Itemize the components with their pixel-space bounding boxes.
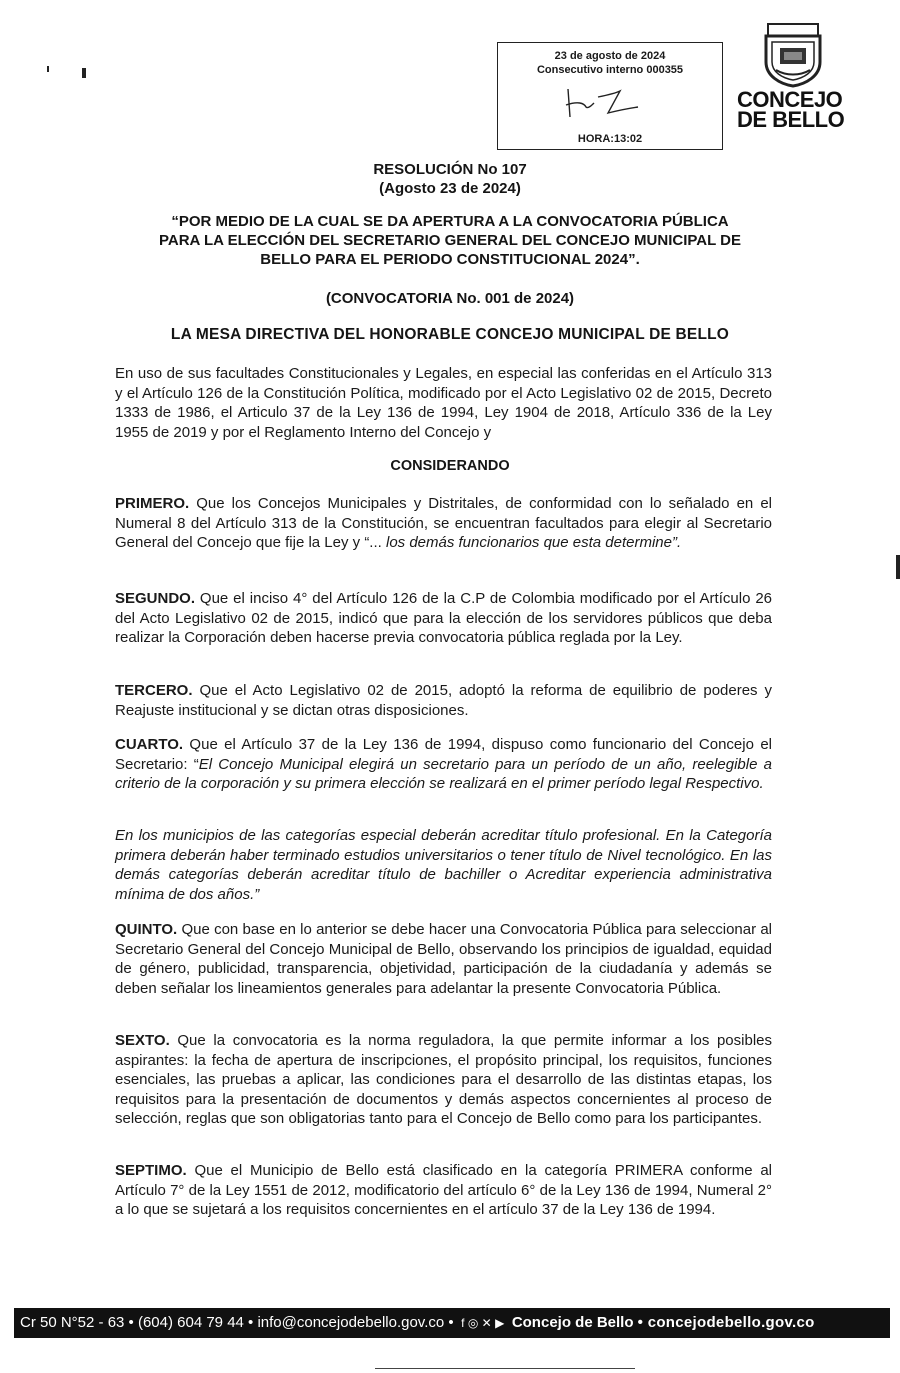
clause-tercero: [115, 681, 772, 720]
clause-text: Que el inciso 4° del Artículo 126 de la C.P de Colombia modificado por el Artículo 26 del Acto Legislativo 02 de 2015, indicó que para la elección de los servidores públicos que deba realizar la Corporación deben hacerse previa convocatoria pública reglada por la Ley.: [115, 590, 772, 647]
resolution-title-line: “POR MEDIO DE LA CUAL SE DA APERTURA A LA CONVOCATORIA PÚBLICA: [171, 213, 729, 230]
logo-line-1: CONCEJO: [737, 87, 843, 112]
stamp-date: 23 de agosto de 2024: [554, 50, 666, 62]
clause-text: Que la convocatoria es la norma reguladora, la que permite informar a los posibles aspirantes: la fecha de apertura de inscripciones, el propósito principal, los requisitos, funciones esenciales, las pruebas a aplicar, las condiciones para el desarrollo de las distintas etapas, los requisitos para la presentación de documentos y demás aspectos concernientes al proceso de selección, reglas que son obligatorias tanto para el Concejo de Bello como para los participantes.: [115, 1032, 772, 1128]
x-icon: ✕: [481, 1316, 492, 1330]
stamp-consecutive: Consecutivo interno 000355: [536, 64, 684, 76]
clause-segundo: [115, 589, 772, 648]
stamp-time: HORA:13:02: [577, 133, 643, 145]
social-icons: [458, 1316, 508, 1330]
concejo-logo: [735, 20, 850, 140]
clause-quote: El Concejo Municipal elegirá un secretario para un período de un año, reelegible a criterio de la corporación y su primera elección se realizará en el primer período legal Respectivo.: [115, 755, 772, 793]
clause-label: SEGUNDO.: [115, 590, 196, 607]
logo-line-2: DE BELLO: [737, 107, 845, 132]
resolution-title-line: PARA LA ELECCIÓN DEL SECRETARIO GENERAL DEL CONCEJO MUNICIPAL DE: [159, 232, 741, 249]
clause-text: Que con base en lo anterior se debe hacer una Convocatoria Pública para seleccionar al Secretario General del Concejo Municipal de Bello, observando los principios de igualdad, equidad de género, publicidad, transparencia, objetividad, participación de la ciudadanía y además se deben señalar los lineamientos generales para adelantar la presente Convocatoria Pública.: [115, 921, 772, 997]
scan-mark: [82, 68, 86, 78]
clause-label: TERCERO.: [115, 682, 193, 699]
clause-label: CUARTO.: [115, 736, 184, 753]
clause-quote: los demás funcionarios que esta determine”.: [385, 534, 682, 552]
clause-sexto: [115, 1031, 772, 1129]
reception-stamp: [497, 42, 723, 150]
footer-website: • concejodebello.gov.co: [637, 1314, 815, 1331]
convocatoria-number: (CONVOCATORIA No. 001 de 2024): [325, 290, 575, 307]
resolution-heading: [0, 160, 900, 198]
coat-of-arms-icon: [758, 20, 828, 90]
contact-footer: [14, 1308, 890, 1338]
clause-primero: [115, 494, 772, 553]
authority-heading: LA MESA DIRECTIVA DEL HONORABLE CONCEJO MUNICIPAL DE BELLO: [170, 326, 730, 343]
clause-label: SEXTO.: [115, 1032, 170, 1049]
clause-text: Que el Acto Legislativo 02 de 2015, adoptó la reforma de equilibrio de poderes y Reajuste institucional y se dictan otras disposiciones.: [115, 682, 772, 719]
clause-quinto: [115, 920, 772, 998]
clause-quote: En los municipios de las categorías especial deberán acreditar título profesional. En la Categoría primera deberán haber terminado estudios universitarios o tener título de Nivel tecnológico. En las demás categorías deberán acreditar título de bachiller o Acreditar experiencia administrativa mínima de dos años.”: [115, 827, 772, 903]
resolution-number: RESOLUCIÓN No 107: [373, 161, 527, 178]
resolution-date: (Agosto 23 de 2024): [379, 180, 521, 197]
scan-mark: [47, 66, 49, 72]
considerando-heading: CONSIDERANDO: [390, 458, 510, 474]
clause-label: SEPTIMO.: [115, 1162, 187, 1179]
bottom-rule: [375, 1368, 635, 1369]
resolution-title-line: BELLO PARA EL PERIODO CONSTITUCIONAL 2024”.: [260, 251, 640, 268]
clause-label: PRIMERO.: [115, 495, 190, 512]
clause-text: Que los Concejos Municipales y Distritales, de conformidad con lo señalado en el Numeral 8 del Artículo 313 de la Constitución, se encuentran facultados para elegir al Secretario General del Concejo que fije la Ley y “...: [115, 495, 772, 552]
instagram-icon: ◎: [467, 1316, 479, 1330]
clause-cuarto-continued: [115, 826, 772, 904]
signature-icon: [558, 83, 648, 123]
clause-text: Que el Municipio de Bello está clasificado en la categoría PRIMERA conforme al Artículo 7° de la Ley 1551 de 2012, modificatorio del artículo 6° de la Ley 136 de 1994, Numeral 2° a lo que se sujetará a los requisitos concernientes en el artículo 37 de la Ley 136 de 1994.: [115, 1162, 772, 1219]
clause-text: Que el Artículo 37 de la Ley 136 de 1994, dispuso como funcionario del Concejo el Secretario: “: [115, 736, 772, 773]
clause-septimo: [115, 1161, 772, 1220]
scan-mark: [896, 555, 900, 579]
facebook-icon: f: [461, 1316, 465, 1330]
footer-social-label: Concejo de Bello: [511, 1314, 634, 1331]
clause-label: QUINTO.: [115, 921, 178, 938]
clause-cuarto: [115, 735, 772, 794]
resolution-title: [0, 212, 900, 269]
youtube-icon: ▶: [495, 1316, 505, 1330]
intro-paragraph: En uso de sus facultades Constitucionales y Legales, en especial las conferidas en el Artículo 313 y el Artículo 126 de la Constitución Política, modificado por el Acto Legislativo 02 de 2015, Decreto 1333 de 1986, el Articulo 37 de la Ley 136 de 1994, Ley 1904 de 2018, Artículo 336 de la Ley 1955 de 2019 y por el Reglamento Interno del Concejo y: [115, 365, 772, 441]
footer-address: Cr 50 N°52 - 63 • (604) 604 79 44 • info@concejodebello.gov.co •: [20, 1314, 454, 1331]
